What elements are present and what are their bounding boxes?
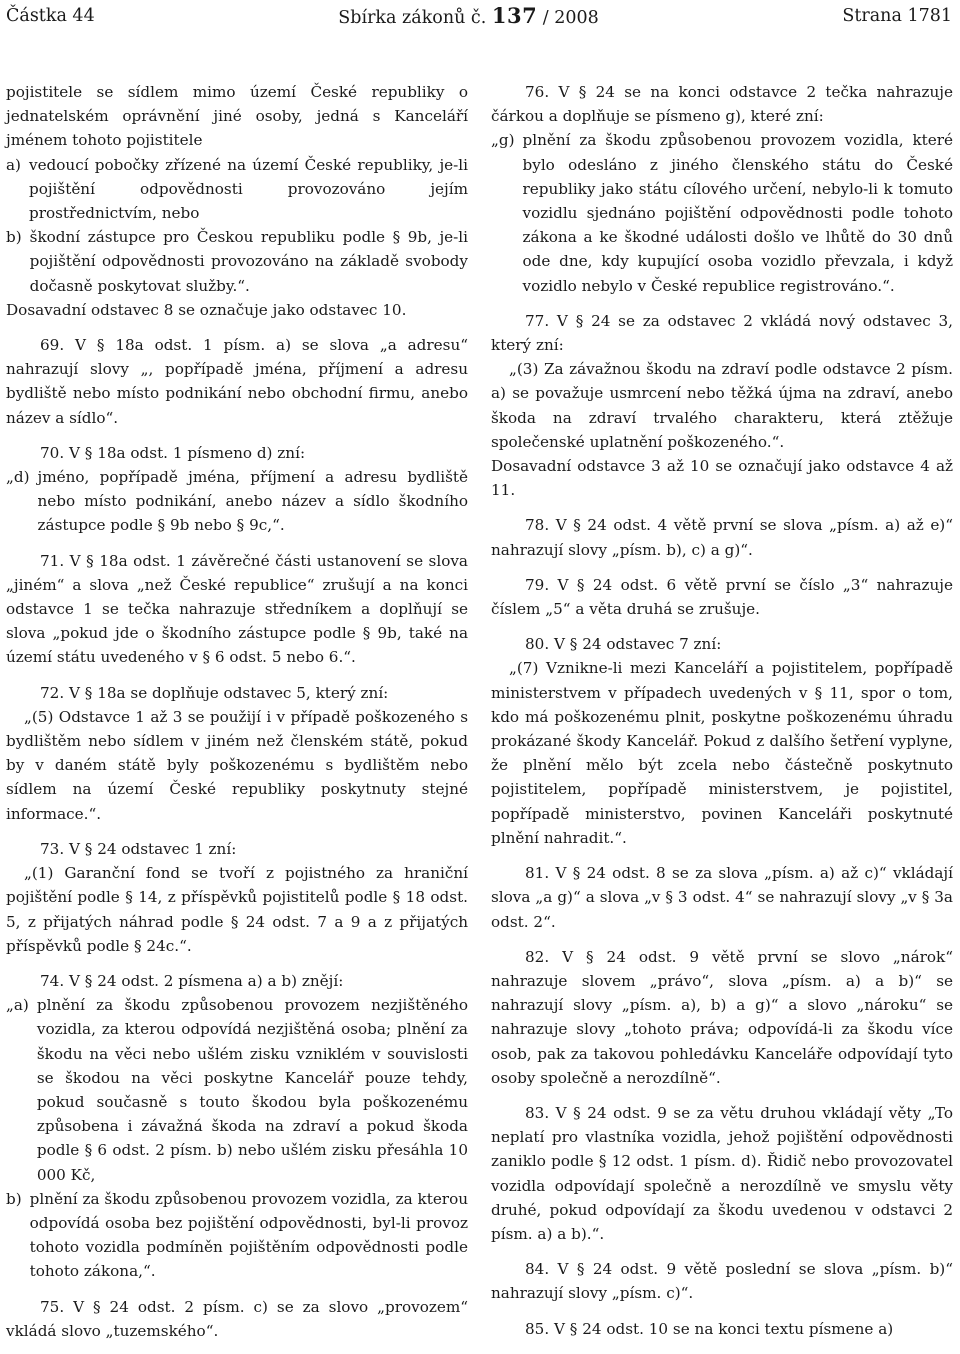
- list-item-b: [6, 225, 468, 298]
- list-item-g: [491, 128, 953, 297]
- right-column: [491, 80, 953, 1352]
- list-item-d: [6, 465, 468, 538]
- item-label: b): [6, 228, 22, 247]
- item-text: jméno, popřípadě jména, příjmení a adresu bydliště nebo místo podnikání, anebo název a sídlo škodního zástupce podle § 9b nebo § 9c,“.: [37, 468, 468, 535]
- paragraph-73: 73. V § 24 odstavec 1 zní:: [40, 839, 237, 858]
- paragraph-84: 84. V § 24 odst. 9 větě poslední se slova „písm. b)“ nahrazují slovy „písm. c)“.: [491, 1260, 953, 1303]
- paragraph-75: 75. V § 24 odst. 2 písm. c) se za slovo „provozem“ vkládá slovo „tuzemského“.: [6, 1297, 468, 1340]
- item-text: plnění za škodu způsobenou provozem nezjištěného vozidla, za kterou odpovídá nezjištěná osoba; plnění za škodu na věci nebo ušlém zisku vzniklém v souvislosti se škodou na věci poskytne Kancelář pouze tehdy, pokud současně s touto škodou byla poškozenému způsobena i závažná škoda na zdraví a pokud škoda podle § 6 odst. 2 písm. b) nebo ušlém zisku přesáhla 10 000 Kč,: [36, 996, 468, 1184]
- paragraph-85: 85. V § 24 odst. 10 se na konci textu písmene a): [525, 1319, 894, 1338]
- paragraph-69: 69. V § 18a odst. 1 písm. a) se slova „a adresu“ nahrazují slovy „, popřípadě jména, příjmení a adresu bydliště nebo místo podnikání nebo obchodní firmu, anebo název a sídlo“.: [6, 336, 468, 427]
- item-text: škodní zástupce pro Českou republiku podle § 9b, je-li pojištění odpovědnosti provozováno na základě svobody dočasně poskytovat služby.“.: [29, 228, 468, 295]
- paragraph-76: 76. V § 24 se na konci odstavce 2 tečka nahrazuje čárkou a doplňuje se písmeno g), které zní:: [491, 83, 953, 126]
- paragraph-74: 74. V § 24 odst. 2 písmena a) a b) znějí:: [40, 971, 344, 990]
- quoted-paragraph-80: „(7) Vznikne-li mezi Kanceláří a pojistitelem, popřípadě ministerstvem v případech uvedených v § 11, spor o tom, kdo má poškozenému plnit, poskytne poškozenému úhradu prokázané škody Kancelář. Pokud z dalšího šetření vyplyne, že plnění mělo být zcela nebo částečně poskytnuto pojistitelem, popřípadě ministerstvem, je pojistitel, popřípadě ministerstvo, povinen Kanceláři poskytnuté plnění nahradit.“.: [491, 659, 953, 847]
- left-column: [6, 80, 468, 1354]
- header-collection-label: Sbírka zákonů č.: [338, 8, 487, 28]
- quoted-paragraph-73: „(1) Garanční fond se tvoří z pojistného za hraniční pojištění podle § 14, z příspěvků pojistitelů podle § 18 odst. 5, z přijatých náhrad podle § 24 odst. 7 a 9 a z přijatých příspěvků podle § 24c.“.: [6, 864, 468, 955]
- header-page: Strana 1781: [842, 6, 952, 26]
- header-collection: [338, 2, 599, 30]
- paragraph-70: 70. V § 18a odst. 1 písmeno d) zní:: [40, 443, 306, 462]
- header-year: / 2008: [542, 8, 599, 28]
- paragraph-71: 71. V § 18a odst. 1 závěrečné části ustanovení se slova „jiném“ a slova „než České republice“ zrušují a na konci odstavce 1 se tečka nahrazuje středníkem a doplňují se slova „pokud jde o škodního zástupce podle § 9b, také na území státu uvedeného v § 6 odst. 5 nebo 6.“.: [6, 551, 468, 667]
- paragraph-72: 72. V § 18a se doplňuje odstavec 5, který zní:: [40, 683, 389, 702]
- item-label: „d): [6, 468, 30, 487]
- list-item-74a: [6, 993, 468, 1187]
- item-label: b): [6, 1189, 22, 1208]
- paragraph-77-note: Dosavadní odstavce 3 až 10 se označují jako odstavce 4 až 11.: [491, 457, 953, 500]
- item-label: „g): [491, 131, 515, 150]
- list-item-74b: [6, 1187, 468, 1284]
- item-text: vedoucí pobočky zřízené na území České republiky, je-li pojištění odpovědnosti provozováno jejím prostřednictvím, nebo: [28, 155, 468, 223]
- item-text: plnění za škodu způsobenou provozem vozidla, které bylo odesláno z jiného členského státu do České republiky jako státu cílového určení, nebylo-li k tomuto vozidlu sjednáno pojištění odpovědnosti podle tohoto zákona a ke škodné události došlo ve lhůtě do 30 dnů ode dne, kdy kupující osoba vozidlo převzala, i když vozidlo nebylo v České republice registrováno.“.: [522, 131, 953, 295]
- header-part: Částka 44: [6, 6, 95, 26]
- paragraph-82: 82. V § 24 odst. 9 větě první se slovo „nárok“ nahrazuje slovem „právo“, slova „písm. a) a b)“ se nahrazují slovy „písm. a), b) a g)“ a slovo „nároku“ se nahrazuje slovy „tohoto práva; odpovídá-li za škodu více osob, pak za takovou pohledávku Kanceláře odpovídají tyto osoby společně a nerozdílně“.: [491, 947, 953, 1087]
- item-label: a): [6, 155, 21, 174]
- item-text: plnění za škodu způsobenou provozem vozidla, za kterou odpovídá osoba bez pojištění odpovědnosti, byl-li provoz tohoto vozidla podmíněn pojištěním odpovědnosti podle tohoto zákona,“.: [29, 1189, 468, 1281]
- header-number: 137: [491, 3, 538, 28]
- list-item-a: [6, 153, 468, 226]
- item-label: „a): [6, 996, 29, 1015]
- quoted-paragraph-72: „(5) Odstavce 1 až 3 se použijí i v případě poškozeného s bydlištěm nebo sídlem v jiném než členském státě, pokud by v daném státě byly poškozenému s bydlištěm nebo sídlem na území České republiky poskytnuty stejné informace.“.: [6, 707, 468, 823]
- paragraph-80: 80. V § 24 odstavec 7 zní:: [525, 635, 722, 654]
- page-header: [6, 2, 952, 30]
- quoted-paragraph-77: „(3) Za závažnou škodu na zdraví podle odstavce 2 písm. a) se považuje usmrcení nebo těžká újma na zdraví, anebo škoda na zdraví trvalého charakteru, která ztěžuje společenské uplatnění poškozeného.“.: [491, 360, 953, 451]
- paragraph-79: 79. V § 24 odst. 6 větě první se číslo „3“ nahrazuje číslem „5“ a věta druhá se zrušuje.: [491, 575, 953, 619]
- paragraph-83: 83. V § 24 odst. 9 se za větu druhou vkládají věty „To neplatí pro vlastníka vozidla, jehož pojištění odpovědnosti zaniklo podle § 12 odst. 1 písm. d). Řidič nebo provozovatel vozidla odpovídají společně a nerozdílně ve smyslu věty druhé, pokud odpovídají za škodu uvedenou v odstavci 2 písm. a) a b).“.: [491, 1103, 953, 1243]
- paragraph-77: 77. V § 24 se za odstavec 2 vkládá nový odstavec 3, který zní:: [491, 311, 953, 355]
- paragraph-intro: pojistitele se sídlem mimo území České republiky o jednatelském oprávnění jiné osoby, jedná s Kanceláří jménem tohoto pojistitele: [6, 83, 468, 150]
- paragraph-note: Dosavadní odstavec 8 se označuje jako odstavec 10.: [6, 300, 407, 319]
- paragraph-78: 78. V § 24 odst. 4 větě první se slova „písm. a) až e)“ nahrazují slovy „písm. b), c) a g)“.: [491, 516, 953, 559]
- paragraph-81: 81. V § 24 odst. 8 se za slova „písm. a) až c)“ vkládají slova „a g)“ a slova „v § 3 odst. 4“ se nahrazují slovy „v § 3a odst. 2“.: [491, 864, 953, 931]
